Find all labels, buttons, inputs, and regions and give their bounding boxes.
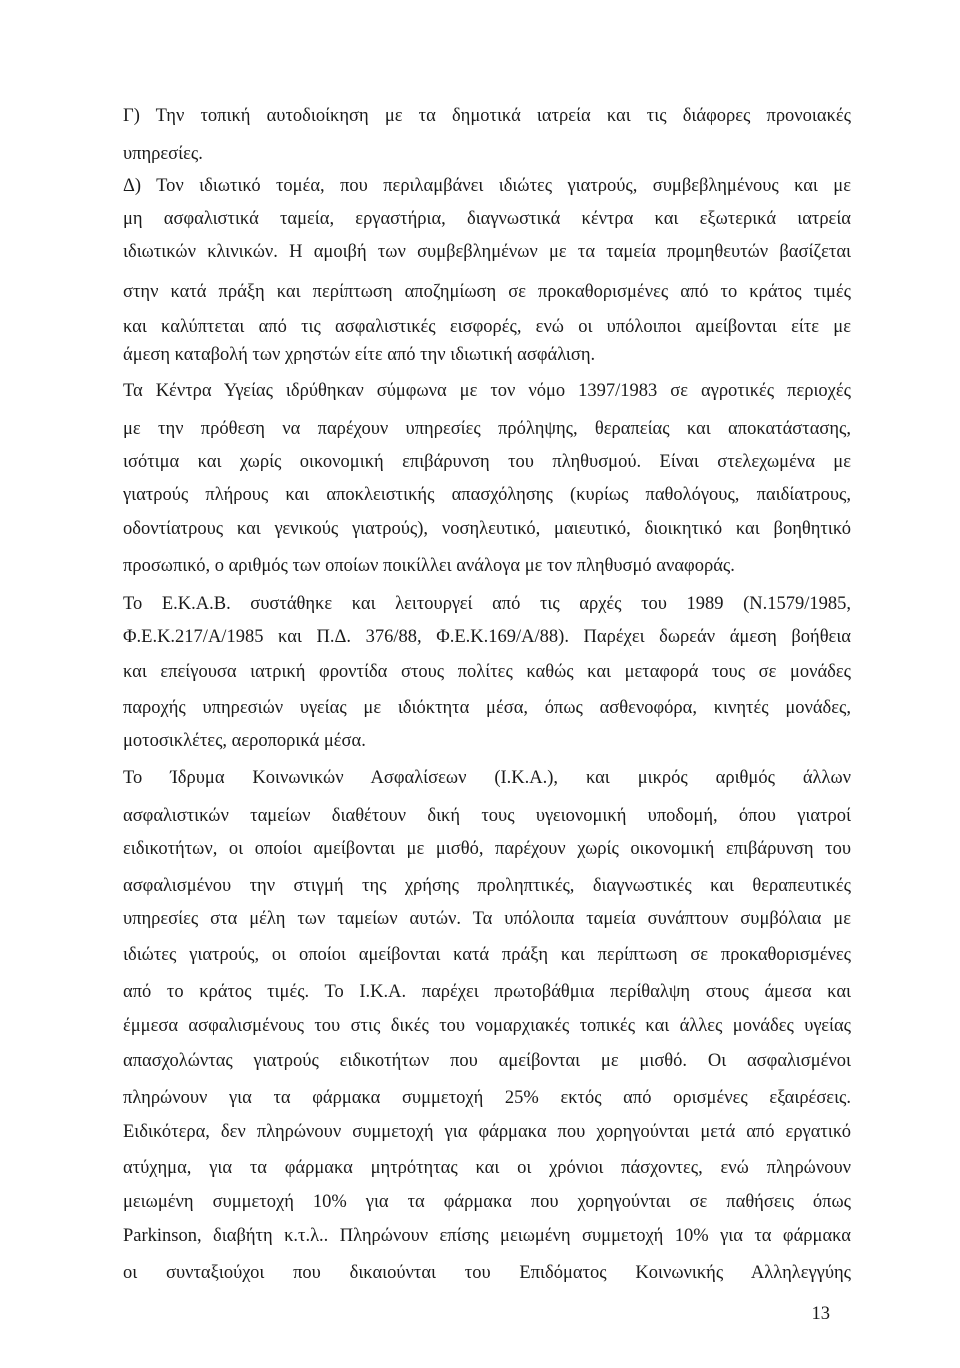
text-line: πληρώνουν για τα φάρμακα συμμετοχή 25% εκτός από ορισμένες εξαιρέσεις. — [123, 1088, 851, 1108]
text-line: από το κράτος τιμές. Το Ι.Κ.Α. παρέχει πρωτοβάθμια περίθαλψη στους άμεσα και — [123, 982, 851, 1002]
text-line: μη ασφαλιστικά ταμεία, εργαστήρια, διαγνωστικά κέντρα και εξωτερικά ιατρεία — [123, 209, 851, 229]
text-line: Ειδικότερα, δεν πληρώνουν συμμετοχή για φάρμακα που χορηγούνται μετά από εργατικό — [123, 1122, 851, 1142]
text-line: έμμεσα ασφαλισμένους του στις δικές του νομαρχιακές τοπικές και άλλες μονάδες υγείας — [123, 1016, 851, 1036]
text-line: μοτοσικλέτες, αεροπορικά μέσα. — [123, 731, 366, 751]
text-line: απασχολώντας γιατρούς ειδικοτήτων που αμείβονται με μισθό. Οι ασφαλισμένοι — [123, 1051, 851, 1071]
text-line: μειωμένη συμμετοχή 10% για τα φάρμακα που χορηγούνται σε παθήσεις όπως — [123, 1192, 851, 1212]
text-line: Το Ε.Κ.Α.Β. συστάθηκε και λειτουργεί από τις αρχές του 1989 (Ν.1579/1985, — [123, 594, 851, 614]
text-line: ιδιώτες γιατρούς, οι οποίοι αμείβονται κατά πράξη και περίπτωση σε προκαθορισμένες — [123, 945, 851, 965]
text-line: υπηρεσίες στα μέλη των ταμείων αυτών. Τα υπόλοιπα ταμεία συνάπτουν συμβόλαια με — [123, 909, 851, 929]
text-line: Τα Κέντρα Υγείας ιδρύθηκαν σύμφωνα με τον νόμο 1397/1983 σε αγροτικές περιοχές — [123, 381, 851, 401]
text-line: παροχής υπηρεσιών υγείας με ιδιόκτητα μέσα, όπως ασθενοφόρα, κινητές μονάδες, — [123, 698, 851, 718]
text-line: γιατρούς πλήρους και αποκλειστικής απασχόλησης (κυρίως παθολόγους, παιδίατρους, — [123, 485, 851, 505]
page-number: 13 — [811, 1304, 830, 1324]
text-line: οι συνταξιούχοι που δικαιούνται του Επιδόματος Κοινωνικής Αλληλεγγύης — [123, 1263, 851, 1283]
text-line: Φ.Ε.Κ.217/Α/1985 και Π.Δ. 376/88, Φ.Ε.Κ.169/Α/88). Παρέχει δωρεάν άμεση βοήθεια — [123, 627, 851, 647]
text-line: Γ) Την τοπική αυτοδιοίκηση με τα δημοτικά ιατρεία και τις διάφορες προνοιακές — [123, 106, 851, 126]
text-line: και επείγουσα ιατρική φροντίδα στους πολίτες καθώς και μεταφορά τους σε μονάδες — [123, 662, 851, 682]
text-line: Parkinson, διαβήτη κ.τ.λ.. Πληρώνουν επίσης μειωμένη συμμετοχή 10% για τα φάρμακα — [123, 1226, 851, 1246]
text-line: Δ) Τον ιδιωτικό τομέα, που περιλαμβάνει ιδιώτες γιατρούς, συμβεβλημένους και με — [123, 176, 851, 196]
text-line: στην κατά πράξη και περίπτωση αποζημίωση σε προκαθορισμένες από το κράτος τιμές — [123, 282, 851, 302]
text-line: και καλύπτεται από τις ασφαλιστικές εισφορές, ενώ οι υπόλοιποι αμείβονται είτε με — [123, 317, 851, 337]
text-line: Το Ίδρυμα Κοινωνικών Ασφαλίσεων (Ι.Κ.Α.), και μικρός αριθμός άλλων — [123, 768, 851, 788]
text-line: προσωπικό, ο αριθμός των οποίων ποικίλλει ανάλογα με τον πληθυσμό αναφοράς. — [123, 556, 735, 576]
text-line: ατύχημα, για τα φάρμακα μητρότητας και οι χρόνιοι πάσχοντες, ενώ πληρώνουν — [123, 1158, 851, 1178]
text-line: ισότιμα και χωρίς οικονομική επιβάρυνση του πληθυσμού. Είναι στελεχωμένα με — [123, 452, 851, 472]
text-line: οδοντίατρους και γενικούς γιατρούς), νοσηλευτικό, μαιευτικό, διοικητικό και βοηθητικό — [123, 519, 851, 539]
text-line: με την πρόθεση να παρέχουν υπηρεσίες πρόληψης, θεραπείας και αποκατάστασης, — [123, 419, 851, 439]
text-line: άμεση καταβολή των χρηστών είτε από την ιδιωτική ασφάλιση. — [123, 345, 596, 365]
text-line: ειδικοτήτων, οι οποίοι αμείβονται με μισθό, παρέχουν χωρίς οικονομική επιβάρυνση του — [123, 839, 851, 859]
text-line: ιδιωτικών κλινικών. Η αμοιβή των συμβεβλημένων με τα ταμεία προμηθευτών βασίζεται — [123, 242, 851, 262]
text-line: ασφαλιστικών ταμείων διαθέτουν δική τους υγειονομική υποδομή, όπου γιατροί — [123, 806, 851, 826]
text-line: ασφαλισμένου την στιγμή της χρήσης προληπτικές, διαγνωστικές και θεραπευτικές — [123, 876, 851, 896]
text-line: υπηρεσίες. — [123, 144, 203, 164]
